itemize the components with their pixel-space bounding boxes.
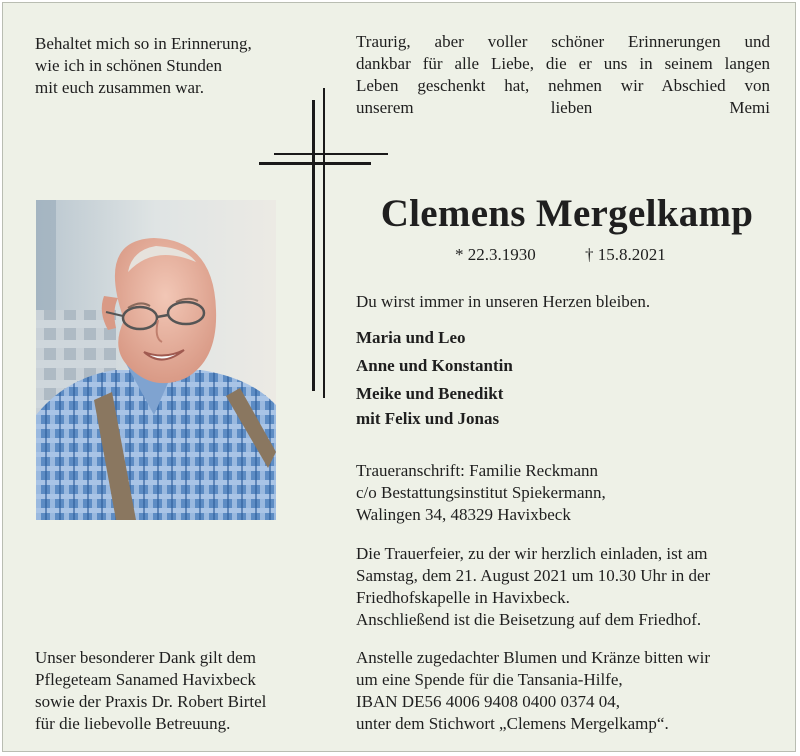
- verse-line: wie ich in schönen Stunden: [35, 56, 222, 75]
- thanks-line: für die liebevolle Betreuung.: [35, 714, 231, 733]
- family-member: Maria und Leo: [356, 328, 466, 347]
- address-line: c/o Bestattungsinstitut Spiekermann,: [356, 483, 606, 502]
- donation-line: Anstelle zugedachter Blumen und Kränze bitten wir: [356, 648, 711, 667]
- intro-line: Leben geschenkt hat, nehmen wir Abschied von: [356, 76, 770, 95]
- family-member: Meike und Benedikt: [356, 384, 504, 403]
- cross-icon: [312, 100, 315, 391]
- farewell-intro: [356, 31, 770, 119]
- cross-icon: [259, 162, 371, 165]
- address-line: Walingen 34, 48329 Havixbeck: [356, 505, 571, 524]
- birth-date: * 22.3.1930: [455, 245, 536, 264]
- thanks-line: Pflegeteam Sanamed Havixbeck: [35, 670, 256, 689]
- donation-line: um eine Spende für die Tansania-Hilfe,: [356, 670, 623, 689]
- memorial-verse: [35, 33, 335, 99]
- cross-icon: [323, 88, 325, 398]
- special-thanks: [35, 647, 335, 735]
- obituary-card: [2, 2, 796, 752]
- donation-request: [356, 647, 772, 735]
- ceremony-line: Anschließend ist die Beisetzung auf dem Friedhof.: [356, 610, 702, 629]
- memorial-motto: Du wirst immer in unseren Herzen bleiben.: [356, 292, 651, 311]
- intro-line: unserem lieben Memi: [356, 98, 770, 117]
- intro-line: Traurig, aber voller schöner Erinnerungen und: [356, 32, 770, 51]
- portrait-photo: [36, 200, 276, 520]
- thanks-line: Unser besonderer Dank gilt dem: [35, 648, 256, 667]
- family-list: [356, 325, 513, 431]
- portrait-photo-illustration: [36, 200, 276, 520]
- thanks-line: sowie der Praxis Dr. Robert Birtel: [35, 692, 267, 711]
- verse-line: Behaltet mich so in Erinnerung,: [35, 34, 252, 53]
- verse-line: mit euch zusammen war.: [35, 78, 205, 97]
- ceremony-line: Die Trauerfeier, zu der wir herzlich einladen, ist am: [356, 544, 708, 563]
- cross-icon: [274, 153, 388, 155]
- ceremony-line: Samstag, dem 21. August 2021 um 10.30 Uhr in der: [356, 566, 711, 585]
- funeral-service-info: [356, 543, 772, 631]
- donation-line: IBAN DE56 4006 9408 0400 0374 04,: [356, 692, 620, 711]
- death-date: † 15.8.2021: [585, 245, 666, 264]
- deceased-name: Clemens Mergelkamp: [380, 192, 754, 235]
- family-member: mit Felix und Jonas: [356, 409, 500, 428]
- ceremony-line: Friedhofskapelle in Havixbeck.: [356, 588, 570, 607]
- family-member: Anne und Konstantin: [356, 356, 513, 375]
- intro-line: dankbar für alle Liebe, die er uns in seinem langen: [356, 54, 770, 73]
- donation-line: unter dem Stichwort „Clemens Mergelkamp“.: [356, 714, 669, 733]
- address-line: Traueranschrift: Familie Reckmann: [356, 461, 599, 480]
- mourning-address: [356, 460, 606, 526]
